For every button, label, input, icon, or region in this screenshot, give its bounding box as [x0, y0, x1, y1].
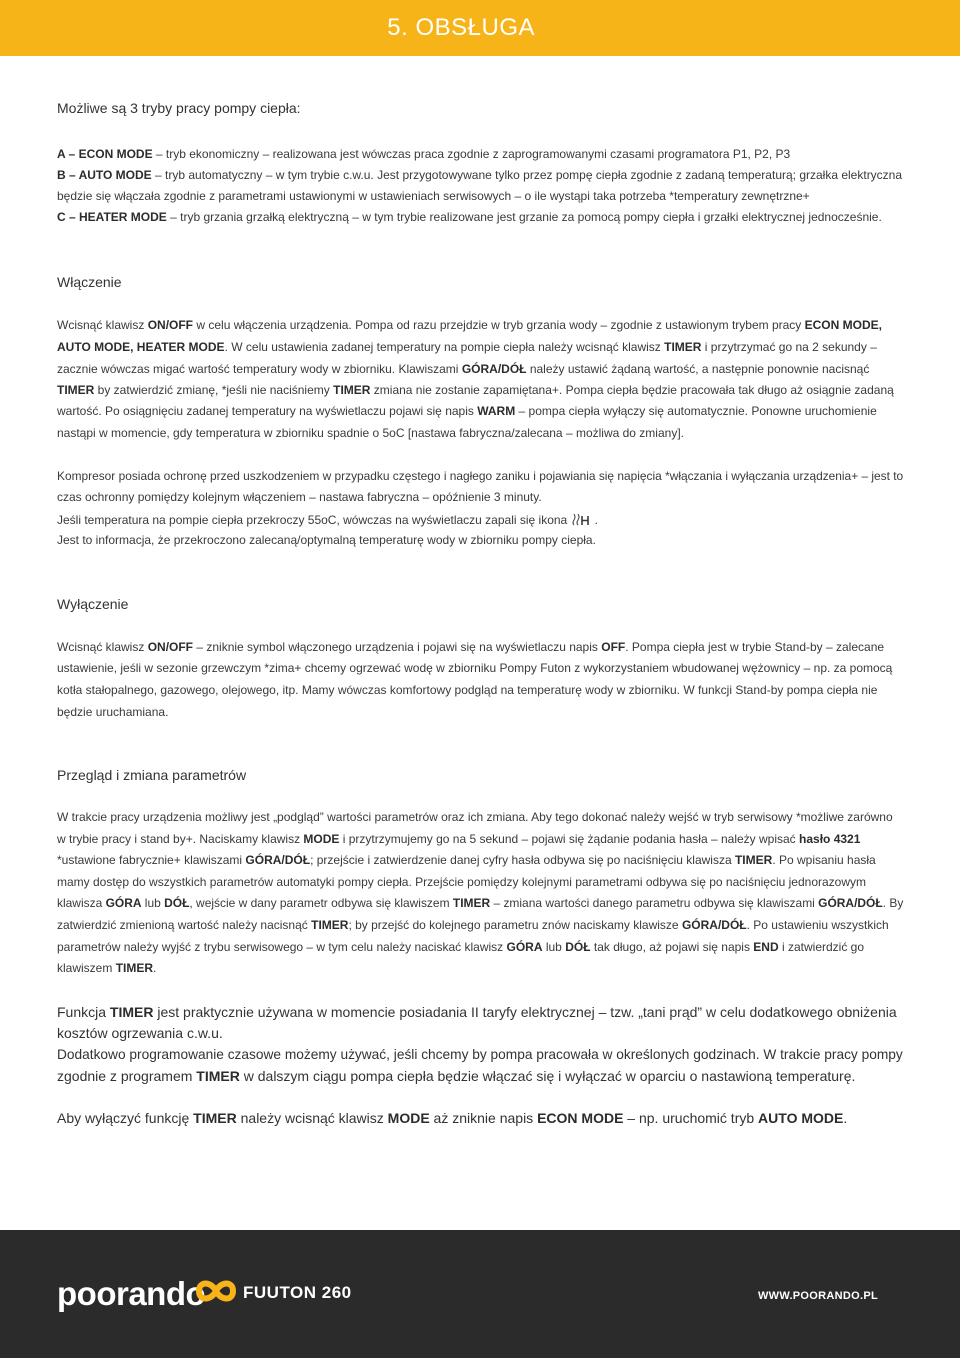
params-text: . Po ustawieniu wszystkich	[746, 918, 889, 932]
on-line-2	[57, 340, 877, 354]
params-text: klawisza	[57, 896, 106, 910]
on-text: wartość. Po osiągnięciu zadanej temperatury na wyświetlaczu pojawi się napis	[57, 404, 478, 418]
on-p2-line-3	[57, 512, 598, 527]
on-key: TIMER	[333, 383, 371, 397]
off-line-2: ustawienie, jeśli w sezonie grzewczym *zima+ chcemy ogrzewać wodę w zbiorniku Pompy Futon z wykorzystaniem wbudowanej wężownicy – np. za pomocą	[57, 661, 893, 675]
mode-a-line	[57, 147, 790, 161]
timer-p-line-3: Dodatkowo programowanie czasowe możemy używać, jeśli chcemy by pompa pracowała w określonych godzinach. W trakcie pracy pompy	[57, 1046, 903, 1062]
params-key: TIMER	[452, 896, 491, 910]
disable-key: MODE	[387, 1110, 430, 1126]
params-key: DÓŁ	[164, 896, 190, 910]
params-key: hasło 4321	[799, 832, 861, 846]
params-key: GÓRA/DÓŁ	[681, 918, 747, 932]
params-line-1: W trakcie pracy urządzenia możliwy jest „podgląd” wartości parametrów oraz ich zmiana. Aby tego dokonać należy wejść w tryb serwisowy *możliwe zarówno	[57, 810, 893, 824]
params-text: . Po wpisaniu hasła	[772, 853, 876, 867]
on-key: AUTO MODE, HEATER MODE	[57, 340, 225, 354]
on-line-3	[57, 362, 869, 376]
params-text: ; by przejść do kolejnego parametru znów naciskamy klawisze	[348, 918, 682, 932]
disable-text: .	[843, 1110, 848, 1126]
params-text: zatwierdzić zmienioną wartość należy nacisnąć	[57, 918, 312, 932]
off-key: OFF	[601, 640, 626, 654]
disable-key: AUTO MODE	[758, 1110, 844, 1126]
brand-logo: poorando	[57, 1275, 206, 1312]
mode-a-text: – tryb ekonomiczny – realizowana jest wówczas praca zgodnie z zaprogramowanymi czasami programatora P1, P2, P3	[152, 147, 791, 161]
timer-p-line-4	[57, 1068, 855, 1084]
params-key: GÓRA	[506, 940, 543, 954]
params-heading: Przegląd i zmiana parametrów	[57, 767, 247, 783]
mode-b-text: – tryb automatyczny – w tym trybie c.w.u. Jest przygotowywane tylko przez pompę ciepła zgodnie z zadaną temperaturą; grzałka elektryczna	[151, 168, 903, 182]
timer-key: TIMER	[109, 1004, 154, 1020]
on-text: zacznie wówczas migać wartość temperatury wody w zbiorniku. Klawiszami	[57, 362, 462, 376]
params-text: i zatwierdzić go	[778, 940, 865, 954]
mode-c-key: C – HEATER MODE	[57, 210, 167, 224]
on-key: ON/OFF	[147, 318, 194, 332]
params-line-7	[57, 940, 864, 954]
on-key: WARM	[477, 404, 516, 418]
params-line-2	[57, 832, 860, 846]
params-line-8	[57, 961, 156, 975]
timer-text: jest praktycznie używana w momencie posiadania II taryfy elektrycznej – tzw. „tani prąd” w celu dodatkowego obniżenia	[153, 1004, 897, 1020]
on-text: . W celu ustawienia zadanej temperatury na pompie ciepła należy wcisnąć klawisz	[224, 340, 665, 354]
params-line-6	[57, 918, 889, 932]
off-key: ON/OFF	[147, 640, 194, 654]
params-text: *ustawione fabrycznie+ klawiszami	[57, 853, 246, 867]
mode-b-cont: będzie się włączała zgodnie z parametrami ustawionymi w ustawieniach serwisowych – o ile wystąpi taka potrzeba *temperatury zewnętrzne+	[57, 189, 810, 203]
mode-b-line	[57, 168, 902, 182]
warm-hot-icon	[571, 512, 595, 526]
off-heading: Wyłączenie	[57, 596, 129, 612]
on-key: TIMER	[57, 383, 95, 397]
params-text: . By	[882, 896, 904, 910]
on-p2-line-4: Jest to informacja, że przekroczono zalecaną/optymalną temperaturę wody w zbiorniku pompy ciepła.	[57, 533, 596, 547]
website-link[interactable]: WWW.POORANDO.PL	[758, 1290, 878, 1302]
params-line-5	[57, 896, 903, 910]
params-key: END	[753, 940, 779, 954]
on-text: Wcisnąć klawisz	[57, 318, 148, 332]
params-line-4: mamy dostęp do wszystkich parametrów automatyki pompy ciepła. Przejście pomiędzy kolejnymi parametrami odbywa się po naciśnięciu jednorazowym	[57, 875, 867, 889]
params-text: w trybie pracy i stand by+. Naciskamy klawisz	[57, 832, 304, 846]
params-key: DÓŁ	[565, 940, 591, 954]
on-text: Jeśli temperatura na pompie ciepła przekroczy 55oC, wówczas na wyświetlaczu zapali się ikona	[57, 513, 568, 527]
mode-c-line	[57, 210, 882, 224]
on-text: i przytrzymać go na 2 sekundy –	[701, 340, 877, 354]
params-text: lub	[542, 940, 566, 954]
disable-text: aż zniknie napis	[429, 1110, 538, 1126]
on-text: .	[594, 513, 598, 527]
params-text: .	[153, 961, 157, 975]
disable-text: Aby wyłączyć funkcję	[57, 1110, 194, 1126]
on-line-1	[57, 318, 882, 332]
disable-key: ECON MODE	[537, 1110, 624, 1126]
disable-timer-line	[57, 1110, 847, 1126]
on-p2-line-1: Kompresor posiada ochronę przed uszkodzeniem w przypadku częstego i nagłego zaniku i pojawiania się napięcia *włączania i wyłączania urządzenia+ – jest to	[57, 469, 904, 483]
modes-heading: Możliwe są 3 tryby pracy pompy ciepła:	[57, 100, 301, 116]
disable-text: – np. uruchomić tryb	[623, 1110, 759, 1126]
on-text: należy ustawić żądaną wartość, a następnie ponownie nacisnąć	[526, 362, 870, 376]
off-line-4: będzie uruchamiana.	[57, 705, 169, 719]
page-title: 5. OBSŁUGA	[387, 14, 535, 41]
params-text: ; przejście i zatwierdzenie danej cyfry hasła odbywa się po naciśnięciu klawisza	[310, 853, 735, 867]
params-text: klawiszem	[57, 961, 116, 975]
params-line-3	[57, 853, 876, 867]
disable-key: TIMER	[193, 1110, 237, 1126]
on-line-5	[57, 404, 877, 418]
mode-c-text: – tryb grzania grzałką elektryczną – w tym trybie realizowane jest grzanie za pomocą pompy ciepła i grzałki elektrycznej jednocześnie.	[166, 210, 882, 224]
timer-text: w dalszym ciągu pompa ciepła będzie włączać się i wyłączać w oparciu o nastawioną temperaturę.	[239, 1068, 856, 1084]
params-text: lub	[141, 896, 165, 910]
off-line-1	[57, 640, 884, 654]
on-text: zmiana nie zostanie zapamiętana+. Pompa ciepła będzie pracowała tak długo aż osiągnie zadaną	[370, 383, 894, 397]
on-key: GÓRA/DÓŁ	[461, 362, 527, 376]
on-key: ECON MODE,	[804, 318, 882, 332]
params-text: , wejście w dany parametr odbywa się klawiszem	[189, 896, 453, 910]
mode-a-key: A – ECON MODE	[57, 147, 153, 161]
timer-p-line-2: kosztów ogrzewania c.w.u.	[57, 1025, 223, 1041]
on-p2-line-2: czas ochronny pomiędzy kolejnym włączeniem – nastawa fabryczna – opóźnienie 3 minuty.	[57, 490, 542, 504]
off-text: . Pompa ciepła jest w trybie Stand-by – zalecane	[625, 640, 885, 654]
mode-b-key: B – AUTO MODE	[57, 168, 152, 182]
off-text: Wcisnąć klawisz	[57, 640, 148, 654]
on-line-6: nastąpi w momencie, gdy temperatura w zbiorniku spadnie o 5oC [nastawa fabryczna/zalecana – możliwa do zmiany].	[57, 426, 684, 440]
params-key: MODE	[303, 832, 340, 846]
on-key: TIMER	[664, 340, 702, 354]
timer-p-line-1	[57, 1004, 897, 1020]
disable-text: należy wcisnąć klawisz	[236, 1110, 388, 1126]
on-text: by zatwierdzić zmianę, *jeśli nie naciśniemy	[94, 383, 334, 397]
on-heading: Włączenie	[57, 274, 122, 290]
on-text: – pompa ciepła wyłączy się automatycznie. Ponowne uruchomienie	[515, 404, 877, 418]
timer-text: Funkcja	[57, 1004, 110, 1020]
params-text: i przytrzymujemy go na 5 sekund – pojawi się żądanie podania hasła – należy wpisać	[339, 832, 800, 846]
params-key: TIMER	[311, 918, 349, 932]
timer-key: TIMER	[196, 1068, 240, 1084]
params-key: GÓRA	[105, 896, 142, 910]
on-text: w celu włączenia urządzenia. Pompa od razu przejdzie w tryb grzania wody – zgodnie z ustawionym trybem pracy	[193, 318, 805, 332]
params-key: GÓRA/DÓŁ	[245, 853, 311, 867]
params-text: parametrów należy wyjść z trybu serwisowego – w tym celu należy naciskać klawisz	[57, 940, 507, 954]
params-key: TIMER	[734, 853, 773, 867]
product-name: FUUTON 260	[243, 1283, 352, 1302]
params-key: TIMER	[115, 961, 154, 975]
off-text: – zniknie symbol włączonego urządzenia i pojawi się na wyświetlaczu napis	[193, 640, 602, 654]
timer-text: zgodnie z programem	[57, 1068, 197, 1084]
infinity-logo-icon	[195, 1276, 237, 1306]
on-line-4	[57, 383, 894, 397]
params-key: GÓRA/DÓŁ	[818, 896, 883, 910]
params-text: – zmiana wartości danego parametru odbywa się klawiszami	[490, 896, 819, 910]
params-text: tak długo, aż pojawi się napis	[590, 940, 754, 954]
off-line-3: kotła stałopalnego, gazowego, olejowego, itp. Mamy wówczas komfortowy podgląd na temperaturę wody w zbiorniku. W funkcji Stand-by pompa ciepła nie	[57, 683, 878, 697]
